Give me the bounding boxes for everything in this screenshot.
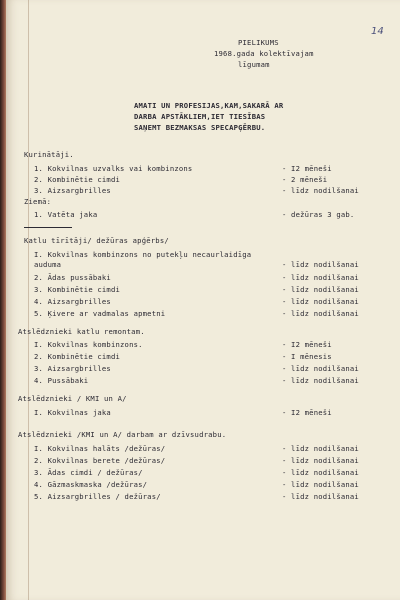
- list-item-term: - I2 mēneši: [282, 164, 332, 173]
- list-item: I. Kokvilnas jaka: [34, 408, 111, 417]
- list-item-term: - līdz nodilšanai: [282, 376, 359, 385]
- list-item-term: - līdz nodilšanai: [282, 186, 359, 195]
- list-item-term: - I2 mēneši: [282, 340, 332, 349]
- title-line-2: DARBA APSTĀKLIEM,IET TIESĪBAS: [134, 112, 266, 121]
- list-item: 5. Ķivere ar vadmalas apmetni: [34, 309, 166, 318]
- list-item-term: - līdz nodilšanai: [282, 492, 359, 501]
- list-item-term: - līdz nodilšanai: [282, 285, 359, 294]
- separator-dash: [24, 227, 72, 228]
- header-line-2: 1968.gada kolektīvajam: [214, 49, 314, 58]
- list-item: 2. Kombinētie cimdi: [34, 175, 121, 184]
- list-item: 2. Kombinētie cimdi: [34, 352, 121, 361]
- list-item-term: - līdz nodilšanai: [282, 480, 359, 489]
- list-item: 3. Aizsargbrilles: [34, 186, 111, 195]
- list-item: 4. Aizsargbrilles: [34, 297, 111, 306]
- list-item: 1. Kokvilnas uzvalks vai kombinzons: [34, 164, 193, 173]
- page-number: 14: [371, 26, 384, 37]
- list-item: 4. Pussābaki: [34, 376, 89, 385]
- section-heading: Kurinātāji.: [24, 150, 74, 159]
- section-heading: Ziemā:: [24, 197, 52, 206]
- document-page: [6, 0, 400, 600]
- list-item: I. Kokvilnas halāts /dežūras/: [34, 444, 166, 453]
- list-item-term: - līdz nodilšanai: [282, 468, 359, 477]
- header-line-3: līgumam: [238, 60, 270, 69]
- list-item: 2. Ādas pussābaki: [34, 273, 111, 282]
- margin-crease: [28, 0, 29, 600]
- list-item-term: - līdz nodilšanai: [282, 364, 359, 373]
- list-item-term: - līdz nodilšanai: [282, 309, 359, 318]
- section-heading: Atslēdznieki katlu remontam.: [18, 327, 145, 336]
- list-item-term: - līdz nodilšanai: [282, 260, 359, 269]
- section-heading: Atslēdznieki / KMI un A/: [18, 394, 127, 403]
- title-line-3: SAŅEMT BEZMAKSAS SPECAPĢĒRBU.: [134, 123, 266, 132]
- list-item: 3. Ādas cimdi / dežūras/: [34, 468, 143, 477]
- list-item: I. Kokvilnas kombinzons no putekļu necaurlaidīga auduma: [34, 250, 252, 269]
- list-item: I. Kokvilnas kombinzons.: [34, 340, 143, 349]
- section-heading: Katlu tīrītāji/ dežūras apģērbs/: [24, 236, 169, 245]
- list-item-term: - dežūras 3 gab.: [282, 210, 355, 219]
- list-item: 3. Kombinētie cimdi: [34, 285, 121, 294]
- list-item-term: - 2 mēneši: [282, 175, 328, 184]
- list-item-term: - līdz nodilšanai: [282, 297, 359, 306]
- list-item: 2. Kokvilnas berete /dežūras/: [34, 456, 166, 465]
- section-heading: Atslēdznieki /KMI un A/ darbam ar dzīvsudrabu.: [18, 430, 227, 439]
- list-item: 3. Aizsargbrilles: [34, 364, 111, 373]
- header-line-1: PIELIKUMS: [238, 38, 279, 47]
- list-item: 5. Aizsargbrilles / dežūras/: [34, 492, 161, 501]
- list-item-term: - līdz nodilšanai: [282, 444, 359, 453]
- list-item-term: - līdz nodilšanai: [282, 273, 359, 282]
- list-item: 1. Vatēta jaka: [34, 210, 98, 219]
- list-item-term: - I2 mēneši: [282, 408, 332, 417]
- list-item-term: - I mēnesis: [282, 352, 332, 361]
- list-item: 4. Gāzmaskmaska /dežūras/: [34, 480, 148, 489]
- title-line-1: AMATI UN PROFESIJAS,KAM,SAKARĀ AR: [134, 101, 284, 110]
- list-item-term: - līdz nodilšanai: [282, 456, 359, 465]
